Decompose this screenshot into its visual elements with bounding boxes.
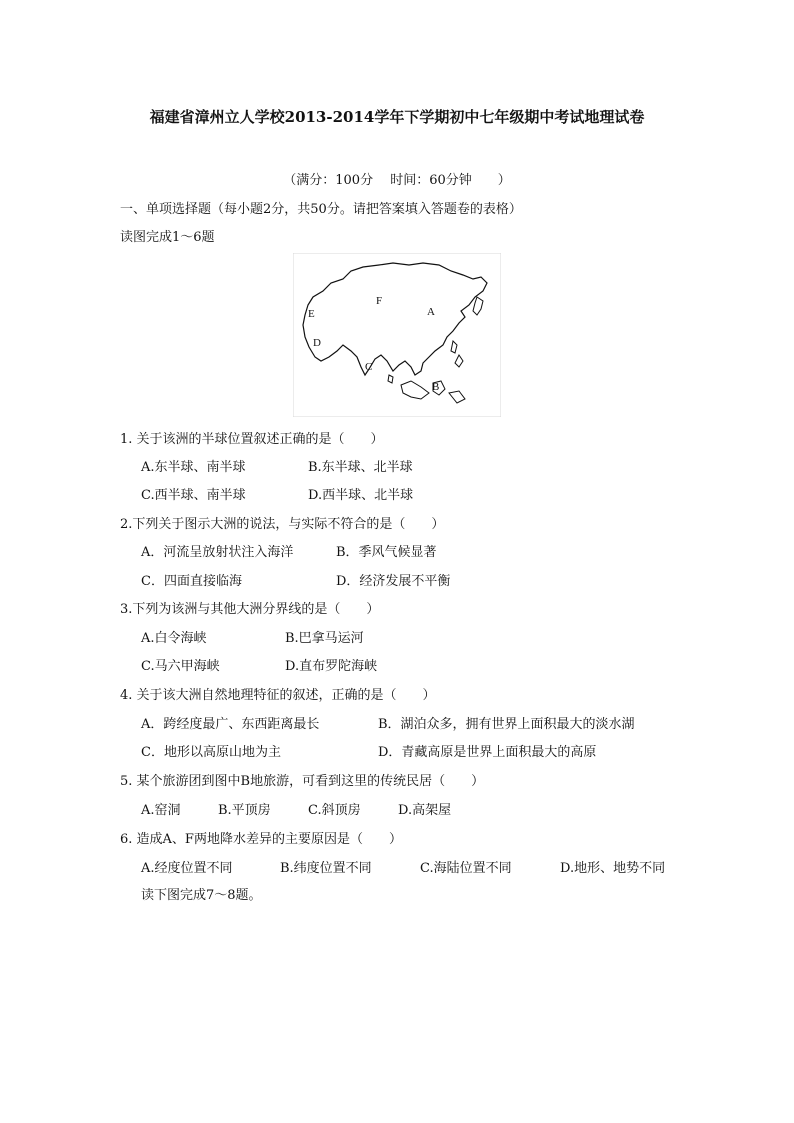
map-label-e: E: [308, 308, 315, 320]
question-1-option-a: A.东半球、南半球: [141, 460, 246, 475]
question-1-option-b: B.东半球、北半球: [308, 460, 413, 475]
question-3-option-c: C.马六甲海峡: [141, 659, 220, 674]
asia-map-drawing: [293, 253, 501, 417]
exam-title: 福建省漳州立人学校2013-2014学年下学期初中七年级期中考试地理试卷: [149, 108, 645, 126]
question-2-option-a: A．河流呈放射状注入海洋: [141, 545, 294, 560]
question-6-option-b: B.纬度位置不同: [280, 861, 372, 876]
question-5-stem: 5. 某个旅游团到图中B地旅游，可看到这里的传统民居（ ）: [120, 774, 485, 789]
question-4-option-c: C．地形以高原山地为主: [141, 745, 281, 760]
question-4-option-a: A．跨经度最广、东西距离最长: [141, 717, 320, 732]
question-5-option-b: B.平顶房: [218, 803, 271, 818]
map-label-a: A: [427, 306, 435, 318]
question-2-option-c: C．四面直接临海: [141, 574, 242, 589]
question-5-option-a: A.窑洞: [141, 803, 181, 818]
question-3-stem: 3.下列为该洲与其他大洲分界线的是（ ）: [120, 602, 380, 617]
question-1-option-c: C.西半球、南半球: [141, 488, 246, 503]
question-6-stem: 6. 造成A、F两地降水差异的主要原因是（ ）: [120, 832, 402, 847]
map-label-c: C: [365, 361, 373, 373]
question-6-option-c: C.海陆位置不同: [420, 861, 512, 876]
question-5-option-c: C.斜顶房: [308, 803, 361, 818]
next-section-intro: 读下图完成7～8题。: [141, 888, 262, 903]
question-2-stem: 2.下列关于图示大洲的说法，与实际不符合的是（ ）: [120, 517, 445, 532]
question-6-option-a: A.经度位置不同: [141, 861, 233, 876]
question-3-option-b: B.巴拿马运河: [285, 631, 364, 646]
asia-map: [293, 253, 501, 417]
question-4-option-b: B．湖泊众多，拥有世界上面积最大的淡水湖: [378, 717, 635, 732]
question-6-option-d: D.地形、地势不同: [560, 861, 666, 876]
question-2-option-b: B．季风气候显著: [336, 545, 437, 560]
question-1-option-d: D.西半球、北半球: [308, 488, 414, 503]
question-4-stem: 4. 关于该大洲自然地理特征的叙述，正确的是（ ）: [120, 688, 436, 703]
question-1-stem: 1. 关于该洲的半球位置叙述正确的是（ ）: [120, 432, 384, 447]
map-label-f: F: [376, 295, 383, 307]
map-label-d: D: [313, 337, 321, 349]
question-3-option-a: A.白令海峡: [141, 631, 207, 646]
question-3-option-d: D.直布罗陀海峡: [285, 659, 378, 674]
intro-text: 读图完成1～6题: [120, 230, 215, 245]
question-2-option-d: D．经济发展不平衡: [336, 574, 451, 589]
exam-subtitle: （满分：100分 时间：60分钟 ）: [283, 173, 511, 188]
question-5-option-d: D.高架屋: [398, 803, 452, 818]
question-4-option-d: D．青藏高原是世界上面积最大的高原: [378, 745, 597, 760]
map-label-b: B: [432, 381, 440, 393]
section-heading: 一、单项选择题（每小题2分，共50分。请把答案填入答题卷的表格）: [120, 202, 522, 217]
